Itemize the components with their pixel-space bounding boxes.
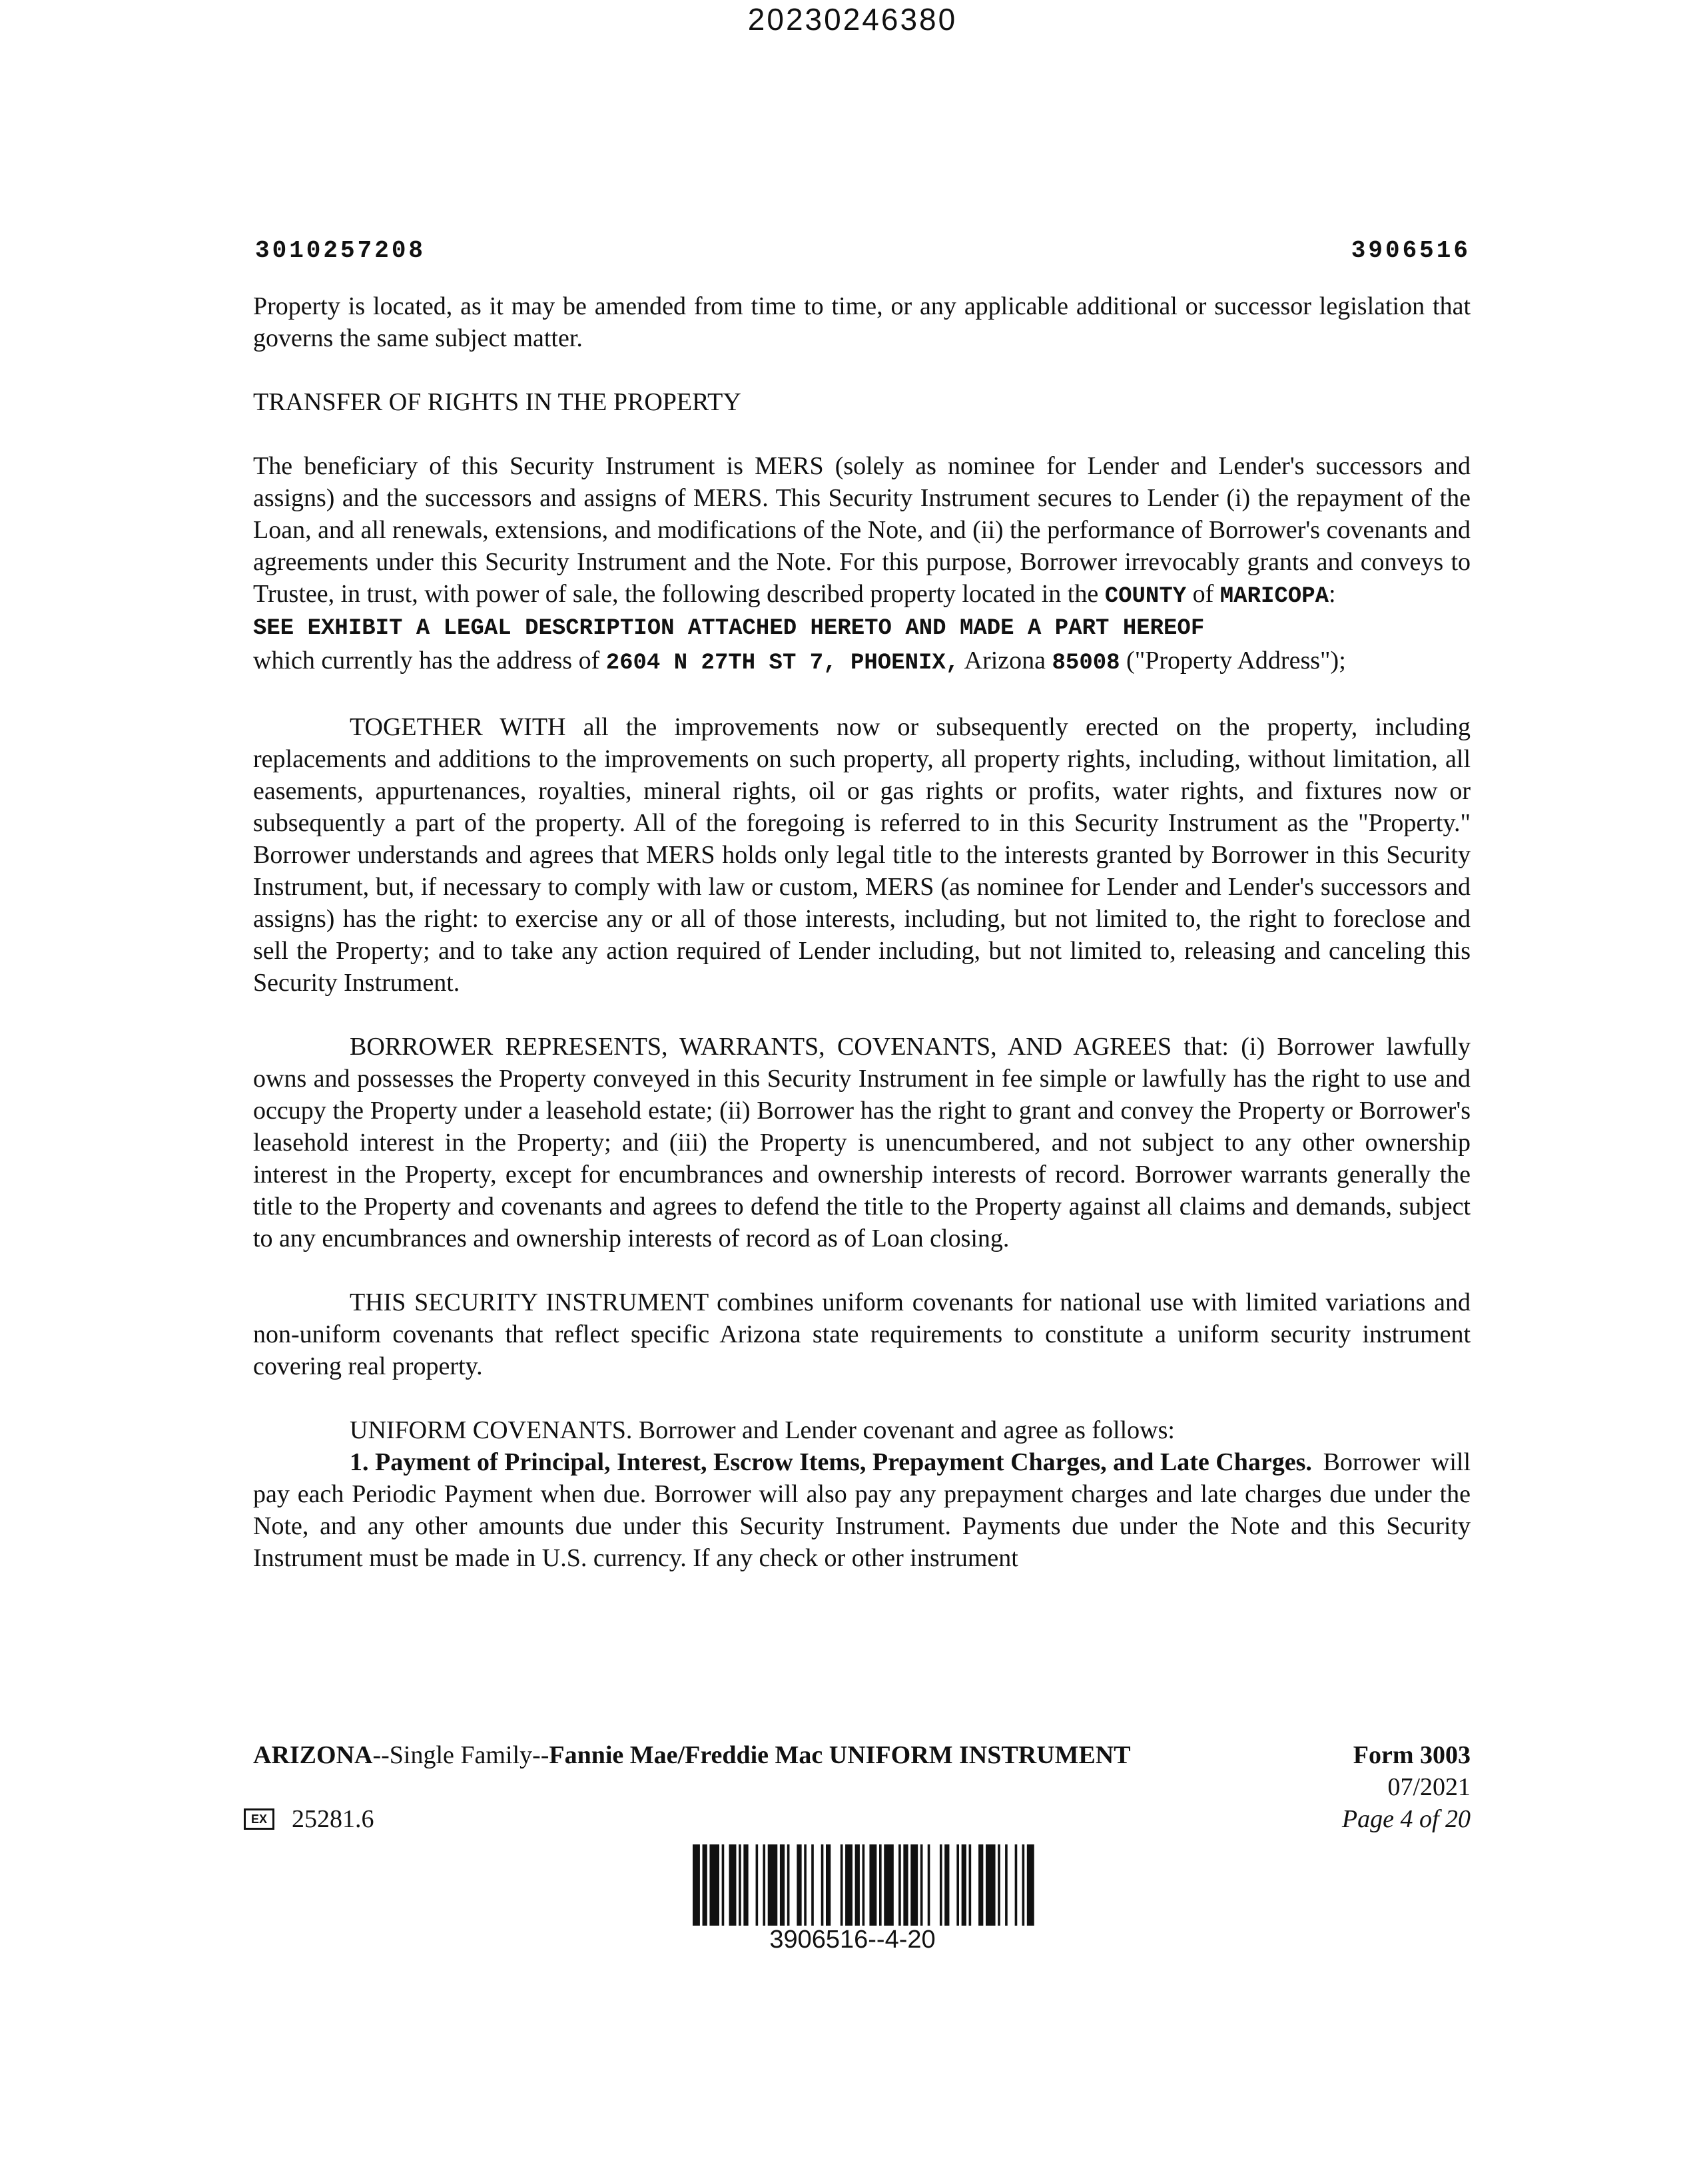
barcode-bar [693,1844,700,1926]
barcode-bar [903,1844,908,1926]
barcode-bar [826,1844,831,1926]
barcode-bar [763,1844,765,1926]
barcode-bar [879,1844,882,1926]
barcode-bar [787,1844,790,1926]
barcode-bar [722,1844,725,1926]
recording-number: 20230246380 [747,2,958,37]
barcode-bar [780,1844,785,1926]
covenant-1-paragraph [253,1446,1471,1574]
form-title-instrument: Fannie Mae/Freddie Mac UNIFORM INSTRUMENT [549,1741,1131,1769]
barcode-bar [739,1844,741,1926]
security-instrument-paragraph: THIS SECURITY INSTRUMENT combines uniform covenants for national use with limited variations and non-uniform covenants that reflect specific Arizona state requirements to constitute a uniform security instrument covering real property. [253,1288,1471,1380]
intro-paragraph: Property is located, as it may be amended from time to time, or any applicable additional or successor legislation that governs the same subject matter. [253,292,1471,352]
uniform-covenants-paragraph: UNIFORM COVENANTS. Borrower and Lender covenant and agree as follows: [350,1416,1175,1444]
barcode-bar [1027,1844,1034,1926]
barcode-bar [768,1844,778,1926]
barcode-bar [855,1844,860,1926]
ellie-mae-logo-icon: EX [244,1808,274,1830]
barcode-bar [743,1844,748,1926]
document-body [253,290,1471,1574]
barcode-bar [797,1844,801,1926]
barcode-bar [1005,1844,1008,1926]
file-number: 3906516 [1351,237,1471,264]
doc-code-number: 25281.6 [292,1805,374,1833]
beneficiary-paragraph [253,450,1471,613]
address-suffix: ("Property Address"); [1126,647,1346,675]
barcode-bar [862,1844,865,1926]
of-word: of [1192,580,1214,608]
covenant-1-text: Borrower will pay each Periodic Payment when due. Borrower will also pay any prepayment charges and late charges due under the Note, and any other amounts due under this Security Instrument. Payments due under the Note and this Security Instrument must be made in U.S. currency. If any check or other instrument [253,1448,1471,1572]
barcode [693,1844,1039,1926]
barcode-bar [962,1844,966,1926]
barcode-bar [869,1844,876,1926]
barcode-bar [998,1844,1000,1926]
street-address: 2604 N 27TH ST 7, PHOENIX, [605,651,960,676]
barcode-bar [841,1844,843,1926]
form-date: 07/2021 [1387,1773,1471,1801]
county-label: COUNTY [1104,584,1187,609]
barcode-bar [956,1844,959,1926]
address-paragraph [253,645,1471,679]
barcode-bar [928,1844,930,1926]
barcode-bar [1022,1844,1025,1926]
legal-description: SEE EXHIBIT A LEGAL DESCRIPTION ATTACHED HERETO AND MADE A PART HEREOF [253,616,1205,641]
form-title-state: ARIZONA [253,1741,373,1769]
form-title [253,1741,1131,1770]
barcode-bar [986,1844,996,1926]
zip-code: 85008 [1052,651,1120,676]
barcode-bar [756,1844,759,1926]
barcode-bar [920,1844,923,1926]
loan-number: 3010257208 [255,237,426,264]
page-number: Page 4 of 20 [1341,1805,1471,1833]
state-name: Arizona [964,647,1046,675]
barcode-label: 3906516--4-20 [769,1926,936,1954]
address-prefix: which currently has the address of [253,647,600,675]
borrower-represents-paragraph: BORROWER REPRESENTS, WARRANTS, COVENANTS, AND AGREES that: (i) Borrower lawfully owns and possesses the Property conveyed in this Security Instrument in fee simple or lawfully has the right to use and occupy the Property under a leasehold estate; (ii) Borrower has the right to grant and convey the Property or Borrower's leasehold interest in the Property; and (iii) the Property is unencumbered, and not subject to any other ownership interest in the Property, except for encumbrances and ownership interests of record. Borrower warrants generally the title to the Property and covenants and agrees to defend the title to the Property against all claims and demands, subject to any encumbrances and ownership interests of record as of Loan closing. [253,1033,1471,1252]
barcode-bar [940,1844,942,1926]
barcode-bar [898,1844,901,1926]
barcode-bar [709,1844,719,1926]
barcode-bar [969,1844,972,1926]
barcode-bar [703,1844,707,1926]
barcode-bar [910,1844,918,1926]
barcode-bar [884,1844,894,1926]
barcode-bar [978,1844,983,1926]
form-title-type: --Single Family-- [372,1741,549,1769]
barcode-bar [729,1844,737,1926]
form-number: Form 3003 [1353,1741,1471,1769]
beneficiary-text: The beneficiary of this Security Instrument is MERS (solely as nominee for Lender and Lender's successors and assigns) and the successors and assigns of MERS. This Security Instrument secures to Lender (i) the repayment of the Loan, and all renewals, extensions, and modifications of the Note, and (ii) the performance of Borrower's covenants and agreements under this Security Instrument and the Note. For this purpose, Borrower irrevocably grants and conveys to Trustee, in trust, with power of sale, the following described property located in the [253,452,1471,608]
barcode-bar [845,1844,852,1926]
doc-code [244,1804,374,1834]
barcode-bar [811,1844,814,1926]
transfer-heading: TRANSFER OF RIGHTS IN THE PROPERTY [253,388,741,416]
barcode-bar [821,1844,824,1926]
county-name: MARICOPA [1219,584,1329,609]
county-colon: : [1329,580,1336,608]
together-with-paragraph: TOGETHER WITH all the improvements now or subsequently erected on the property, including replacements and additions to the improvements on such property, all property rights, including, without limitation, all easements, appurtenances, royalties, mineral rights, oil or gas rights or profits, water rights, and fixtures now or subsequently a part of the property. All of the foregoing is referred to in this Security Instrument as the "Property." Borrower understands and agrees that MERS holds only legal title to the interests granted by Borrower in this Security Instrument, but, if necessary to comply with law or custom, MERS (as nominee for Lender and Lender's successors and assigns) has the right: to exercise any or all of those interests, including, but not limited to, the right to foreclose and sell the Property; and to take any action required of Lender including, but not limited to, releasing and canceling this Security Instrument. [253,713,1471,997]
barcode-bar [804,1844,807,1926]
covenant-1-heading: 1. Payment of Principal, Interest, Escrow Items, Prepayment Charges, and Late Charges. [350,1448,1312,1476]
barcode-bar [944,1844,949,1926]
barcode-bar [1015,1844,1018,1926]
